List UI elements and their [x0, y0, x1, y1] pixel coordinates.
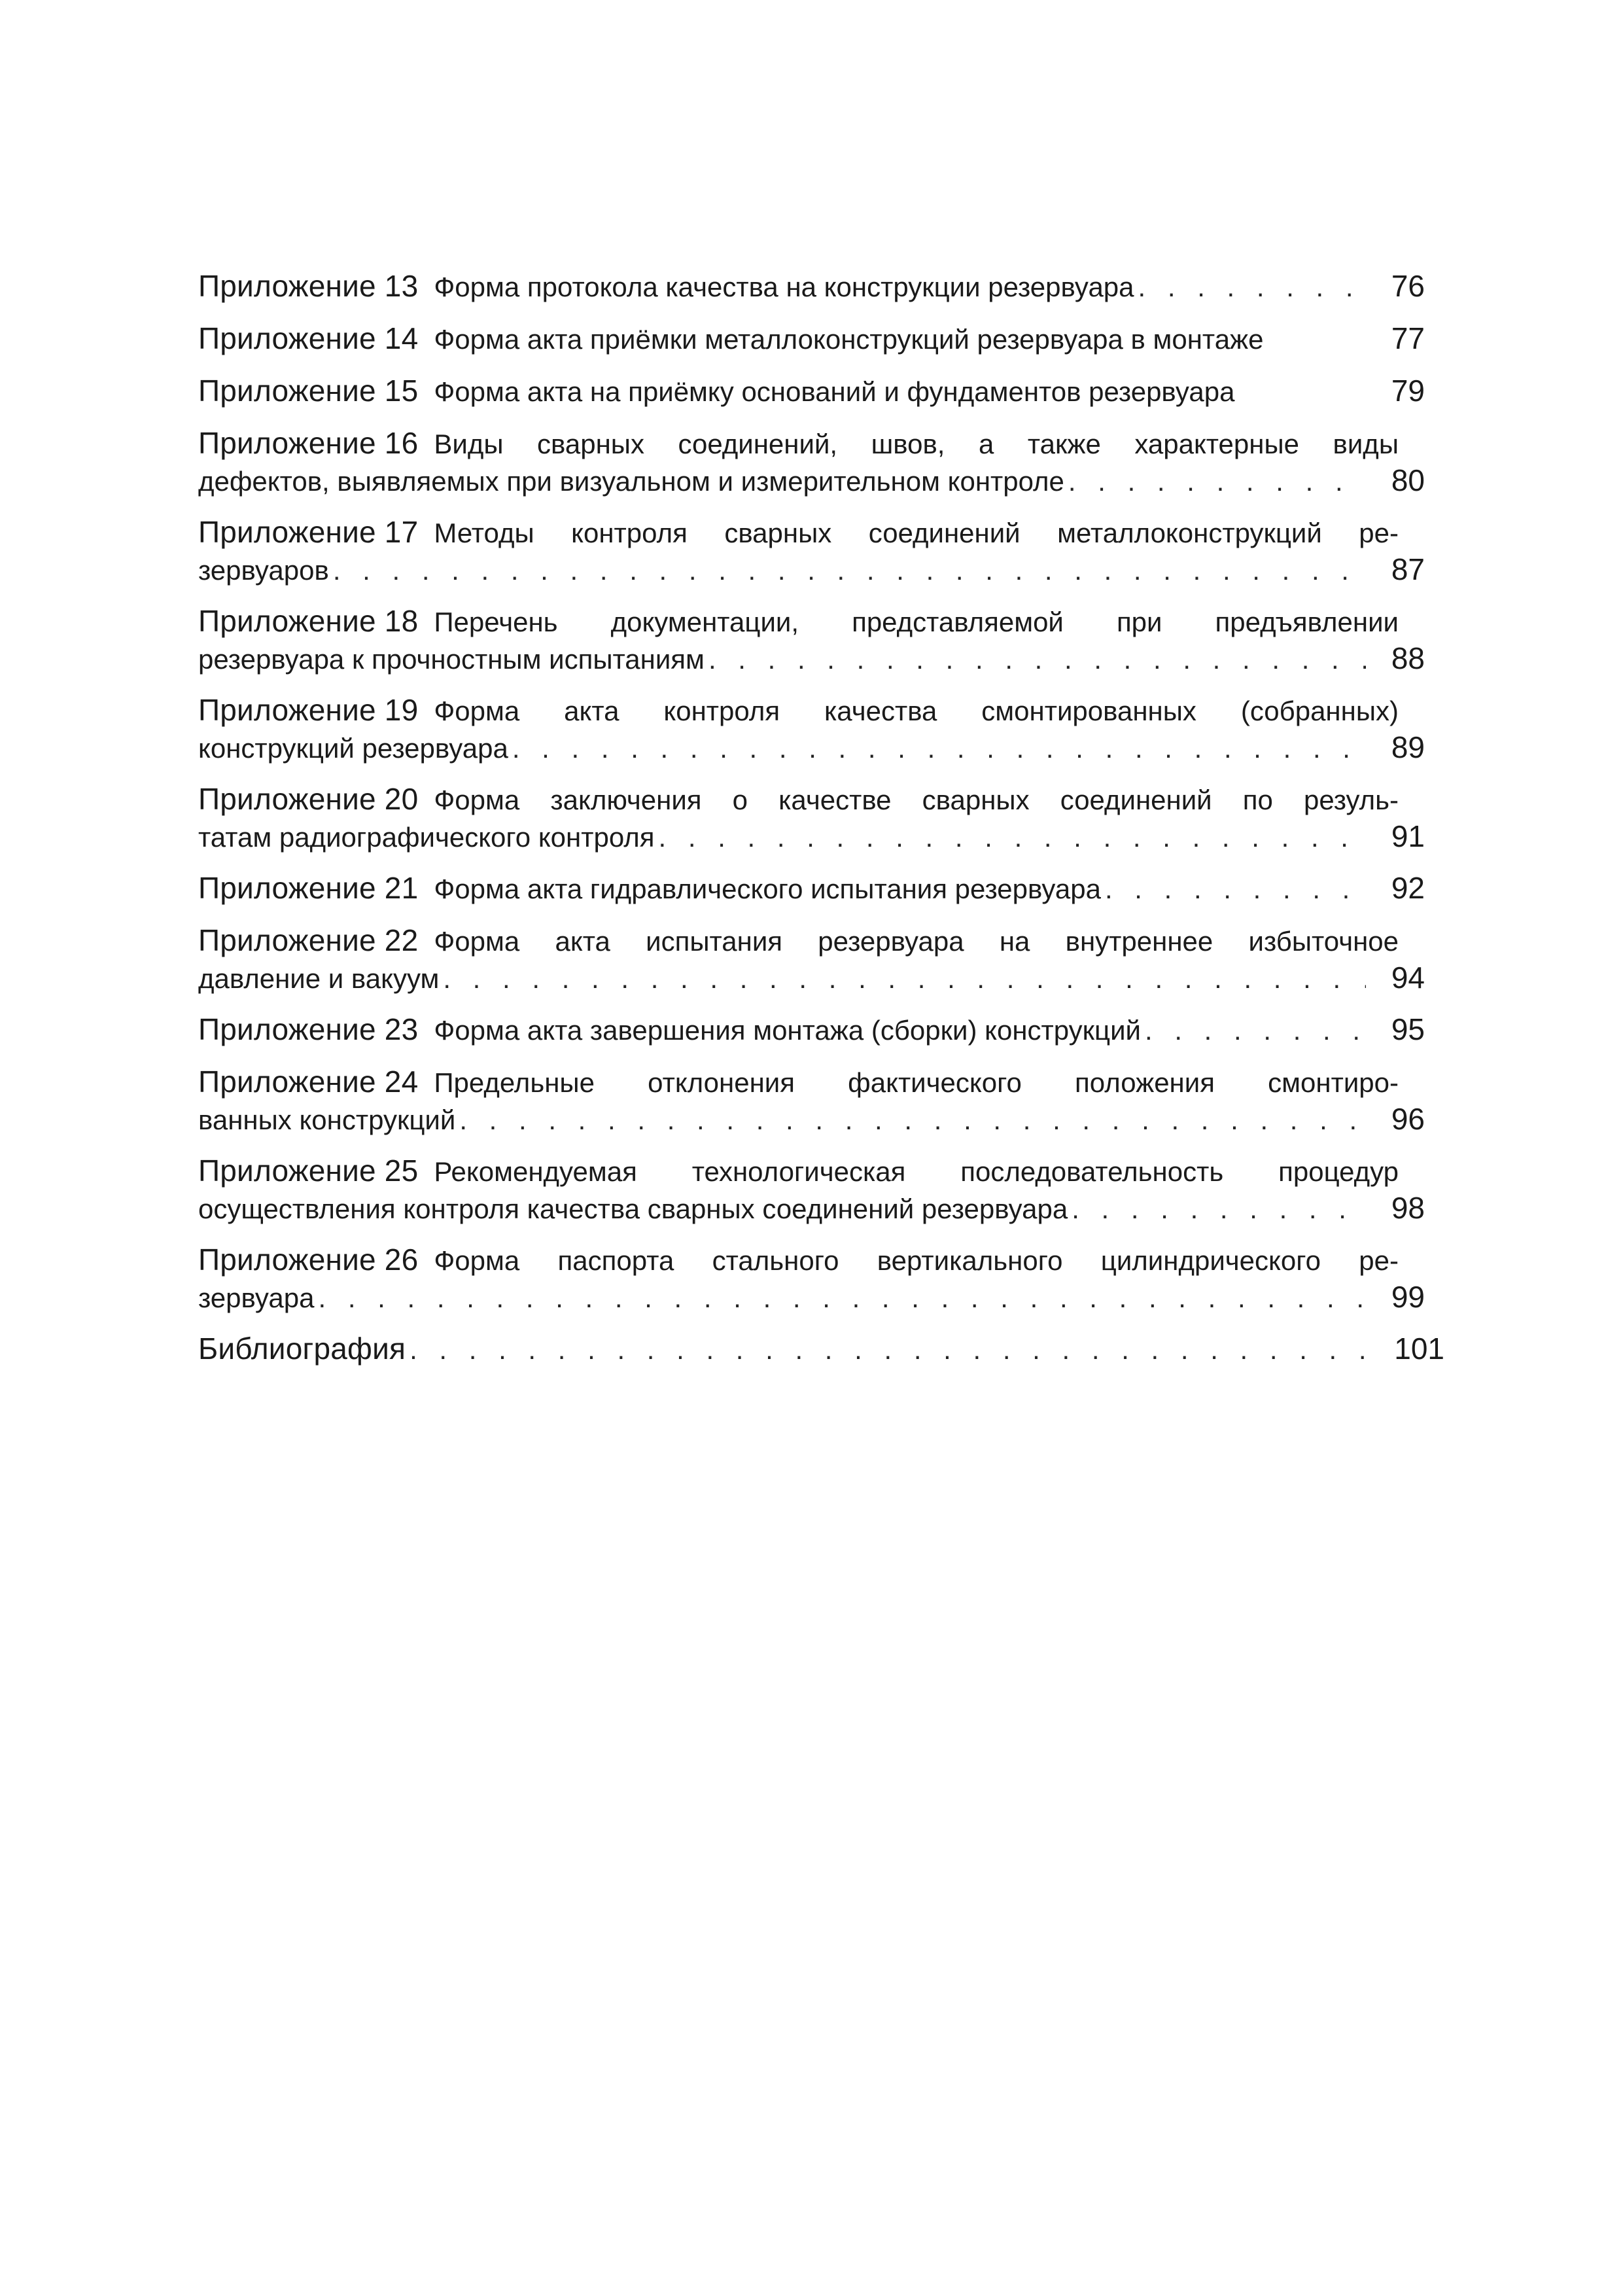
toc-entry-title: Форма акта завершения монтажа (сборки) конструкций	[434, 1015, 1141, 1046]
toc-entry-label: Приложение 24	[198, 1065, 419, 1099]
toc-entry-page: 80	[1391, 463, 1425, 497]
toc-entry-title-continued: дефектов, выявляемых при визуальном и измерительном контроле	[198, 466, 1064, 497]
leader-dots	[1105, 870, 1366, 908]
toc-entry[interactable]	[198, 424, 1425, 499]
toc-entry-label: Приложение 13	[198, 269, 419, 303]
toc-entry-page: 96	[1391, 1102, 1425, 1136]
toc-entry-page: 94	[1391, 961, 1425, 995]
toc-entry-title-continued: осуществления контроля качества сварных соединений резервуара	[198, 1193, 1068, 1224]
toc-entry-title: Методы контроля сварных соединений металлоконструкций ре-	[434, 518, 1399, 548]
toc-entry-page: 95	[1391, 1012, 1425, 1046]
toc-entry-title-continued: конструкций резервуара	[198, 733, 508, 764]
toc-entry-label: Приложение 14	[198, 321, 419, 355]
toc-entry-page: 92	[1391, 871, 1425, 905]
toc-entry[interactable]	[198, 1152, 1425, 1226]
leader-dots	[708, 641, 1366, 678]
leader-dots	[459, 1102, 1366, 1139]
toc-entry-title: Виды сварных соединений, швов, а также характерные виды	[434, 429, 1399, 459]
toc-entry-page: 101	[1394, 1332, 1444, 1366]
toc-entry-page: 87	[1391, 552, 1425, 586]
toc-entry-title: Предельные отклонения фактического положения смонтиро-	[434, 1067, 1399, 1098]
toc-entry[interactable]	[198, 691, 1425, 766]
toc-entry-title: Форма паспорта стального вертикального цилиндрического ре-	[434, 1245, 1399, 1276]
toc-entry-label: Приложение 26	[198, 1243, 419, 1277]
toc-entry-title: Рекомендуемая технологическая последовательность процедур	[434, 1156, 1399, 1187]
leader-dots	[1068, 463, 1366, 500]
toc-entry-title: Форма протокола качества на конструкции резервуара	[434, 272, 1134, 302]
toc-entry-title: Форма акта на приёмку оснований и фундаментов резервуара	[434, 376, 1235, 407]
toc-entry[interactable]	[198, 513, 1425, 588]
leader-dots	[443, 961, 1366, 997]
toc-entry[interactable]	[198, 1241, 1425, 1315]
toc-entry-label: Приложение 25	[198, 1154, 419, 1188]
toc-entry-page: 76	[1391, 269, 1425, 303]
toc-entry-title-continued: ванных конструкций	[198, 1104, 456, 1135]
leader-dots	[1145, 1012, 1366, 1050]
leader-dots	[1072, 1191, 1366, 1227]
table-of-contents	[198, 267, 1444, 1382]
toc-entry[interactable]	[198, 602, 1425, 677]
toc-entry-title: Перечень документации, представляемой при предъявлении	[434, 607, 1399, 637]
leader-dots	[1138, 268, 1366, 306]
toc-entry-title: Форма акта приёмки металлоконструкций резервуара в монтаже	[434, 324, 1264, 355]
toc-entry-label: Приложение 17	[198, 515, 419, 549]
toc-entry[interactable]	[198, 319, 1425, 357]
leader-dots	[410, 1331, 1366, 1369]
toc-entry[interactable]	[198, 372, 1425, 410]
toc-entry-title-continued: зервуаров	[198, 555, 329, 586]
toc-entry-label: Приложение 21	[198, 871, 419, 905]
toc-entry-label: Библиография	[198, 1332, 406, 1366]
toc-entry[interactable]	[198, 780, 1425, 855]
toc-entry-title: Форма акта гидравлического испытания резервуара	[434, 874, 1101, 904]
toc-entry-title-continued: татам радиографического контроля	[198, 822, 655, 853]
toc-entry-page: 91	[1391, 819, 1425, 853]
toc-entry-page: 99	[1391, 1280, 1425, 1314]
toc-entry-title: Форма акта испытания резервуара на внутреннее избыточное	[434, 926, 1399, 957]
leader-dots	[512, 730, 1366, 767]
leader-dots	[319, 1280, 1367, 1316]
toc-entry-bibliography[interactable]	[198, 1330, 1444, 1368]
toc-entry-page: 89	[1391, 730, 1425, 764]
toc-entry-label: Приложение 16	[198, 426, 419, 460]
toc-entry-page: 79	[1391, 374, 1425, 408]
toc-entry[interactable]	[198, 267, 1425, 305]
toc-entry-label: Приложение 20	[198, 782, 419, 816]
toc-entry-label: Приложение 22	[198, 923, 419, 957]
toc-entry-page: 77	[1391, 321, 1425, 355]
toc-entry-title-continued: давление и вакуум	[198, 963, 440, 994]
toc-entry-label: Приложение 19	[198, 693, 419, 727]
toc-entry-label: Приложение 15	[198, 374, 419, 408]
toc-entry-label: Приложение 18	[198, 604, 419, 638]
leader-dots	[333, 552, 1366, 589]
toc-entry-page: 98	[1391, 1191, 1425, 1225]
toc-entry[interactable]	[198, 921, 1425, 996]
toc-entry[interactable]	[198, 1063, 1425, 1137]
toc-entry[interactable]	[198, 1010, 1425, 1048]
toc-entry[interactable]	[198, 869, 1425, 907]
toc-entry-title-continued: резервуара к прочностным испытаниям	[198, 644, 705, 675]
leader-dots	[659, 819, 1366, 856]
toc-entry-title: Форма акта контроля качества смонтированных (собранных)	[434, 696, 1399, 726]
toc-entry-page: 88	[1391, 641, 1425, 675]
toc-entry-label: Приложение 23	[198, 1012, 419, 1046]
toc-entry-title: Форма заключения о качестве сварных соединений по резуль-	[434, 785, 1399, 815]
toc-entry-title-continued: зервуара	[198, 1282, 315, 1313]
